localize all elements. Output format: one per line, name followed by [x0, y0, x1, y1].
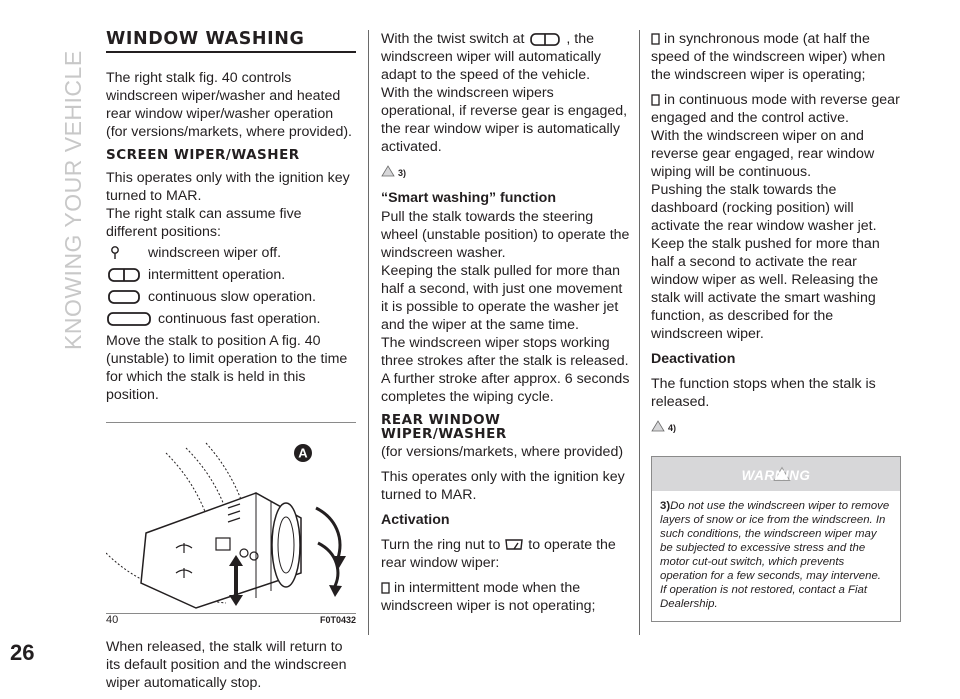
checkbox-bullet-icon [381, 582, 390, 594]
paragraph: The windscreen wiper stops working three strokes after the stalk is released. A further stroke after approx. 6 seconds completes the wiping cycle. [381, 335, 630, 405]
checkbox-bullet-icon [651, 94, 660, 106]
figure-40 [106, 422, 356, 626]
page-number: 26 [10, 640, 35, 665]
warning-heading: WARNING [741, 468, 811, 483]
paragraph: This operates only with the ignition key turned to MAR. [381, 469, 625, 503]
deactivation-heading: Deactivation [651, 351, 736, 367]
book-reference-icon [381, 164, 395, 178]
wiper-fast-icon [106, 312, 152, 326]
rear-window-heading: REAR WINDOW WIPER/WASHER [381, 412, 507, 442]
bullet-item [381, 579, 631, 615]
wiper-off-icon [106, 246, 124, 260]
bullet-item [651, 30, 901, 84]
text-run: Turn the ring nut to [381, 537, 501, 553]
paragraph: Keeping the stalk pulled for more than half a second, with just one movement it is possible to operate the washer jet and the wiper at the same time. [381, 263, 623, 333]
bullet-text: in intermittent mode when the windscreen wiper is not operating; [381, 580, 596, 614]
figure-code: F0T0432 [319, 615, 356, 625]
paragraph [381, 536, 631, 572]
page-title: WINDOW WASHING [106, 30, 356, 53]
book-reference-icon [651, 419, 665, 433]
text-run: to operate the rear window wiper: [381, 537, 616, 571]
rear-wiper-icon [504, 538, 524, 552]
position-slow-label: continuous slow operation. [148, 289, 316, 305]
bullet-item [651, 91, 901, 127]
section-title: KNOWING YOUR VEHICLE [60, 50, 86, 350]
reference-note [381, 164, 631, 183]
position-fast-row [106, 310, 356, 328]
paragraph: Pull the stalk towards the steering wheel (unstable position) to operate the windscreen washer. [381, 209, 630, 261]
text-run: With the twist switch at [381, 31, 525, 47]
paragraph: The function stops when the stalk is released. [651, 376, 876, 410]
screen-wiper-heading: SCREEN WIPER/WASHER [106, 147, 300, 163]
column-divider [639, 30, 640, 635]
column-divider [368, 30, 369, 635]
text-run: , the windscreen wiper will automatically adapt to the speed of the vehicle. [381, 31, 601, 83]
reference-note [651, 419, 901, 438]
intro-paragraph: The right stalk fig. 40 controls windscreen wiper/washer and heated rear window wiper/washer operation (for versions/markets, where provided). [106, 70, 353, 140]
activation-heading: Activation [381, 512, 450, 528]
reference-number: 4) [668, 423, 677, 433]
section-sidebar [40, 30, 86, 350]
paragraph: The right stalk can assume five different positions: [106, 206, 302, 240]
warning-box [651, 456, 901, 622]
paragraph: Move the stalk to position A fig. 40 (unstable) to limit operation to the time for which the stalk is held in this position. [106, 333, 348, 403]
column-2 [381, 30, 631, 622]
paragraph [381, 30, 631, 84]
column-3 [651, 30, 901, 622]
paragraph: When released, the stalk will return to its default position and the windscreen wiper automatically stop. [106, 639, 347, 691]
paragraph: Pushing the stalk towards the dashboard (rocking position) will activate the rear window washer jet. Keep the stalk pushed for more than half a second to activate the rear window wiper as well. Releasing the stalk will activate the smart washing function, as described for the windscreen wiper. [651, 182, 880, 342]
reference-number: 3) [398, 168, 407, 178]
paragraph: With the windscreen wipers operational, if reverse gear is engaged, the rear window wiper is automatically activated. [381, 85, 628, 155]
column-1 [106, 30, 356, 699]
wiper-intermittent-icon [106, 268, 142, 282]
warning-text [652, 491, 900, 621]
position-intermittent-row [106, 266, 356, 284]
smart-washing-heading: “Smart washing” function [381, 190, 556, 206]
paragraph: This operates only with the ignition key turned to MAR. [106, 170, 350, 204]
wiper-slow-icon [106, 290, 142, 304]
position-off-row [106, 244, 356, 262]
warning-ref: 3) [660, 500, 671, 512]
warning-body: Do not use the windscreen wiper to remove layers of snow or ice from the windscreen. In such conditions, the windscreen wiper may be subjected to excessive stress and the motor cut-out switch, which prevents operation for a few seconds, may intervene. If operation is not restored, contact a Fiat Dealership. [660, 500, 890, 610]
bullet-text: in continuous mode with reverse gear engaged and the control active. [651, 92, 900, 126]
callout-a: A [298, 445, 308, 461]
figure-number: 40 [106, 614, 119, 626]
paragraph: (for versions/markets, where provided) [381, 444, 624, 460]
warning-header [652, 457, 900, 491]
position-fast-label: continuous fast operation. [158, 311, 321, 327]
position-slow-row [106, 288, 356, 306]
wiper-intermittent-icon [530, 33, 560, 46]
wiper-stalk-illustration [106, 423, 356, 613]
checkbox-bullet-icon [651, 33, 660, 45]
paragraph: With the windscreen wiper on and reverse gear engaged, rear window wiping will be continuous. [651, 128, 875, 180]
position-off-label: windscreen wiper off. [148, 245, 282, 261]
bullet-text: in synchronous mode (at half the speed of the windscreen wiper) when the windscreen wiper is operating; [651, 31, 886, 83]
position-intermittent-label: intermittent operation. [148, 267, 286, 283]
